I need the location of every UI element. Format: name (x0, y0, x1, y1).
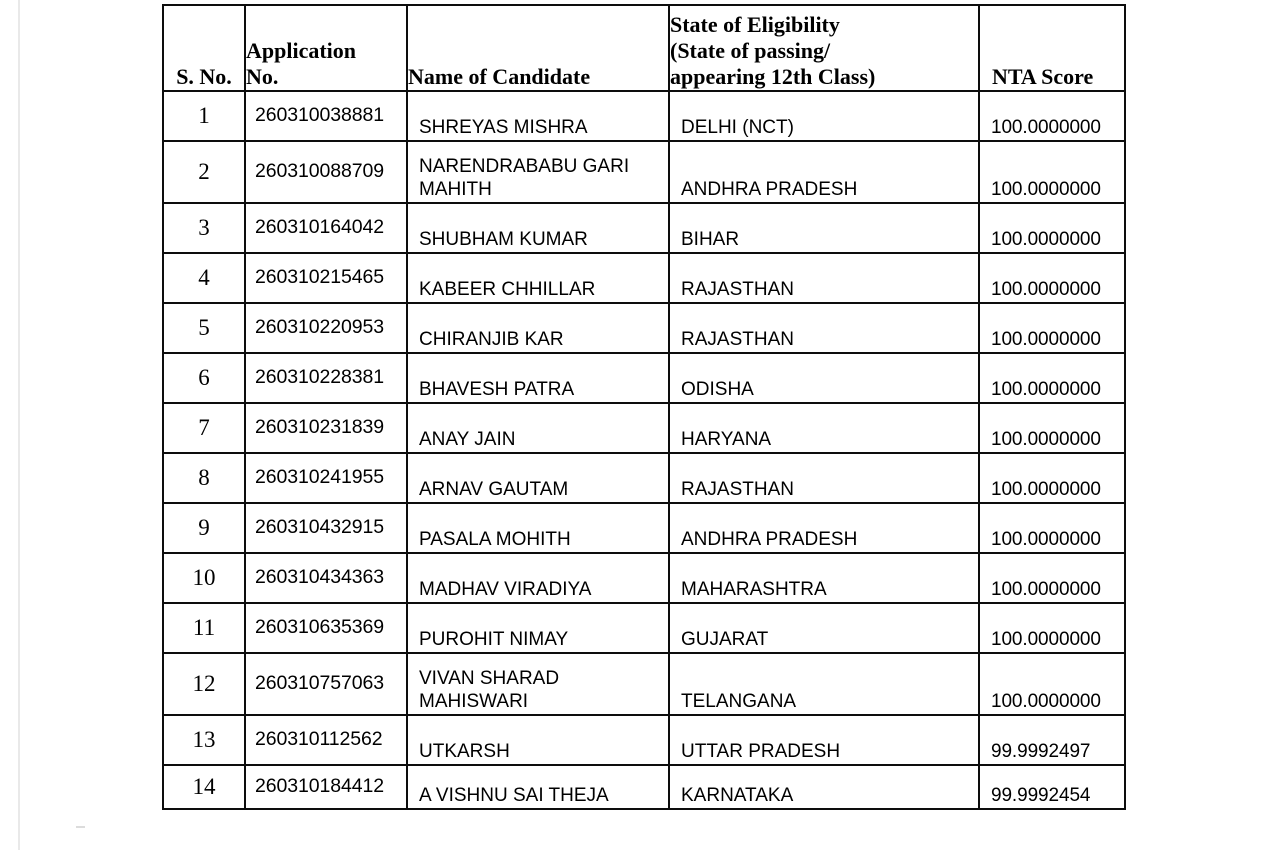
table-row (163, 653, 1125, 715)
cell-application-no: 260310432915 (245, 503, 407, 553)
cell-nta-score: 100.0000000 (979, 553, 1125, 603)
cell-state: ANDHRA PRADESH (669, 503, 979, 553)
cell-serial-number: 8 (163, 453, 245, 503)
merit-list-table (162, 4, 1126, 810)
cell-candidate-name: ARNAV GAUTAM (407, 453, 669, 503)
cell-candidate-name: PASALA MOHITH (407, 503, 669, 553)
cell-candidate-name: NARENDRABABU GARI MAHITH (407, 141, 669, 203)
cell-nta-score: 99.9992497 (979, 715, 1125, 765)
cell-state: RAJASTHAN (669, 303, 979, 353)
column-header-application-no (245, 5, 407, 91)
column-header-serial-number: S. No. (163, 5, 245, 91)
column-header-nta-score: NTA Score (979, 5, 1125, 91)
table-row (163, 403, 1125, 453)
table-row (163, 141, 1125, 203)
cell-serial-number: 1 (163, 91, 245, 141)
cell-nta-score: 99.9992454 (979, 765, 1125, 809)
cell-nta-score: 100.0000000 (979, 91, 1125, 141)
column-header-state-line3: appearing 12th Class) (670, 64, 876, 90)
cell-application-no: 260310220953 (245, 303, 407, 353)
cell-application-no: 260310228381 (245, 353, 407, 403)
cell-application-no: 260310112562 (245, 715, 407, 765)
cell-serial-number: 6 (163, 353, 245, 403)
column-header-application-no-line2: No. (246, 64, 279, 90)
table-header (163, 5, 1125, 91)
cell-state: MAHARASHTRA (669, 553, 979, 603)
table-row (163, 203, 1125, 253)
table-header-row (163, 5, 1125, 91)
cell-application-no: 260310215465 (245, 253, 407, 303)
cell-application-no: 260310184412 (245, 765, 407, 809)
cell-serial-number: 9 (163, 503, 245, 553)
cell-state: RAJASTHAN (669, 253, 979, 303)
cell-candidate-name: A VISHNU SAI THEJA (407, 765, 669, 809)
column-header-state-of-eligibility (669, 5, 979, 91)
page-edge-line (18, 0, 20, 850)
cell-serial-number: 5 (163, 303, 245, 353)
cell-state: DELHI (NCT) (669, 91, 979, 141)
cell-serial-number: 4 (163, 253, 245, 303)
cell-application-no: 260310434363 (245, 553, 407, 603)
cell-serial-number: 11 (163, 603, 245, 653)
cell-state: GUJARAT (669, 603, 979, 653)
cell-nta-score: 100.0000000 (979, 353, 1125, 403)
cell-serial-number: 14 (163, 765, 245, 809)
cell-state: RAJASTHAN (669, 453, 979, 503)
cell-candidate-name: BHAVESH PATRA (407, 353, 669, 403)
column-header-state-line1: State of Eligibility (670, 12, 840, 38)
cell-candidate-name: PUROHIT NIMAY (407, 603, 669, 653)
cell-application-no: 260310635369 (245, 603, 407, 653)
cell-nta-score: 100.0000000 (979, 453, 1125, 503)
column-header-state-line2: (State of passing/ (670, 38, 831, 64)
cell-nta-score: 100.0000000 (979, 403, 1125, 453)
cell-nta-score: 100.0000000 (979, 603, 1125, 653)
cell-candidate-name: SHUBHAM KUMAR (407, 203, 669, 253)
cell-candidate-name: SHREYAS MISHRA (407, 91, 669, 141)
table-row (163, 503, 1125, 553)
cell-nta-score: 100.0000000 (979, 503, 1125, 553)
cell-state: HARYANA (669, 403, 979, 453)
column-header-name-of-candidate: Name of Candidate (407, 5, 669, 91)
table-row (163, 453, 1125, 503)
cell-application-no: 260310241955 (245, 453, 407, 503)
table-row (163, 603, 1125, 653)
cell-serial-number: 2 (163, 141, 245, 203)
cell-application-no: 260310088709 (245, 141, 407, 203)
cell-candidate-name: CHIRANJIB KAR (407, 303, 669, 353)
table-body (163, 91, 1125, 809)
cell-serial-number: 12 (163, 653, 245, 715)
cell-serial-number: 3 (163, 203, 245, 253)
cell-state: ANDHRA PRADESH (669, 141, 979, 203)
cell-state: BIHAR (669, 203, 979, 253)
cell-application-no: 260310231839 (245, 403, 407, 453)
table-row (163, 553, 1125, 603)
table-row (163, 353, 1125, 403)
cell-nta-score: 100.0000000 (979, 653, 1125, 715)
cell-nta-score: 100.0000000 (979, 141, 1125, 203)
cell-nta-score: 100.0000000 (979, 203, 1125, 253)
table-row (163, 303, 1125, 353)
cell-state: KARNATAKA (669, 765, 979, 809)
cell-candidate-name: MADHAV VIRADIYA (407, 553, 669, 603)
cell-candidate-name: KABEER CHHILLAR (407, 253, 669, 303)
cell-nta-score: 100.0000000 (979, 303, 1125, 353)
table-row (163, 91, 1125, 141)
cell-state: TELANGANA (669, 653, 979, 715)
cell-state: UTTAR PRADESH (669, 715, 979, 765)
cell-application-no: 260310038881 (245, 91, 407, 141)
cell-serial-number: 10 (163, 553, 245, 603)
cell-nta-score: 100.0000000 (979, 253, 1125, 303)
cell-candidate-name: VIVAN SHARAD MAHISWARI (407, 653, 669, 715)
table-row (163, 765, 1125, 809)
cell-state: ODISHA (669, 353, 979, 403)
cell-serial-number: 13 (163, 715, 245, 765)
scan-artifact (76, 826, 85, 828)
table-row (163, 715, 1125, 765)
table-row (163, 253, 1125, 303)
cell-candidate-name: UTKARSH (407, 715, 669, 765)
column-header-application-no-line1: Application (246, 38, 357, 64)
cell-serial-number: 7 (163, 403, 245, 453)
cell-application-no: 260310757063 (245, 653, 407, 715)
cell-application-no: 260310164042 (245, 203, 407, 253)
merit-list-table-wrapper (162, 4, 1124, 810)
cell-candidate-name: ANAY JAIN (407, 403, 669, 453)
